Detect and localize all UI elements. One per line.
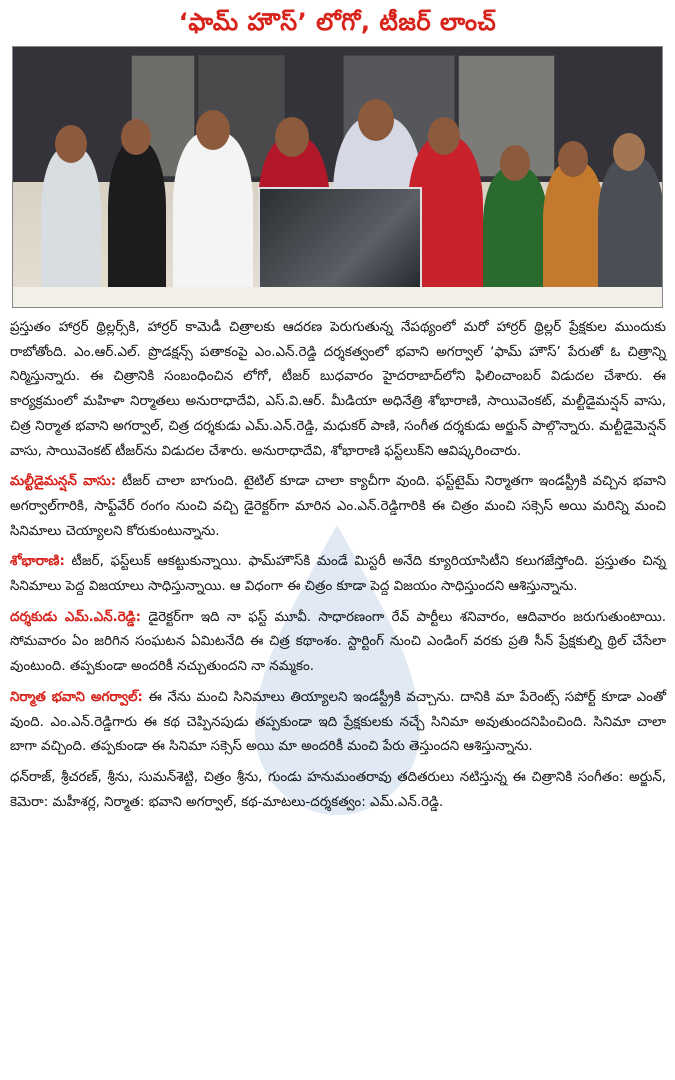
quote-paragraph (10, 550, 666, 599)
paragraph-text: ప్రస్తుతం హార్రర్ థ్రిల్లర్స్‌కి, హార్రర్ కామెడీ చిత్రాలకు ఆదరణ పెరుగుతున్న నేపథ్యంలో మరో హార్రర్ థ్రిల్లర్ ప్రేక్షకుల ముందుకు రాబోతోంది. ఎం.ఆర్.ఎల్. ప్రొడక్షన్స్ పతాకంపై ఎం.ఎన్.రెడ్డి దర్శకత్వంలో భవాని అగర్వాల్ ‘ఫామ్ హౌస్’ పేరుతో ఓ చిత్రాన్ని నిర్మిస్తున్నారు. ఈ చిత్రానికి సంబంధించిన లోగో, టీజర్ బుధవారం హైదరాబాద్‌లోని ఫిలించాంబర్ విడుదల చేశారు. ఈ కార్యక్రమంలో మహిళా నిర్మాతలు అనురాధాదేవి, ఎస్.వి.ఆర్. మీడియా అధినేత్రి శోభారాణి, సాయివెంకట్, మల్టీడైమన్షన్ వాసు, చిత్ర నిర్మాత భవాని అగర్వాల్, చిత్ర దర్శకుడు ఎమ్.ఎన్.రెడ్డి, మధుకర్ పాణి, సంగీత దర్శకుడు అర్జున్ పాల్గొన్నారు. మల్టీడైమెన్షన్ వాసు, సాయివెంకట్ టీజర్‌ను విడుదల చేశారు. అనురాధాదేవి, శోభారాణి ఫస్ట్‌లుక్‌ని ఆవిష్కరించారు. (10, 320, 666, 459)
paragraph-text: టీజర్, ఫస్ట్‌లుక్ ఆకట్టుకున్నాయి. ఫామ్‌హౌస్‌కి మండే మిస్టరీ అనేది క్యూరియాసిటీని కలుగజేస్తోంది. ప్రస్తుతం చిన్న సినిమాలు పెద్ద విజయాలు సాధిస్తున్నాయి. ఆ విధంగా ఈ చిత్రం కూడా పెద్ద విజయం సాధిస్తుందని ఆశిస్తున్నాను. (10, 554, 666, 595)
event-photo (12, 46, 663, 308)
paragraph-text: ఈ నేను మంచి సినిమాలు తియ్యాలని ఇండస్ట్రీకి వచ్చాను. దానికి మా పేరెంట్స్ సపోర్ట్ కూడా ఎంతో వుంది. ఎం.ఎన్.రెడ్డిగారు ఈ కథ చెప్పినపుడు తప్పకుండా ఇది ప్రేక్షకులకు నచ్చే సినిమా అవుతుందనిపించింది. సినిమా చాలా బాగా వచ్చింది. తప్పకుండా ఈ సినిమా సక్సెస్ అయి మా అందరికీ మంచి పేరు తెస్తుందని ఆశిస్తున్నాను. (10, 689, 667, 755)
speaker-name: శోభారాణి: (10, 554, 65, 570)
article-title: ‘ఫామ్ హౌస్’ లోగో, టీజర్ లాంచ్ (178, 8, 497, 36)
speaker-name: నిర్మాత భవాని అగర్వాల్: (10, 689, 143, 705)
speaker-name: దర్శకుడు ఎమ్.ఎన్.రెడ్డి: (10, 609, 141, 625)
quote-paragraph (10, 470, 666, 544)
paragraph-text: ధన్‌రాజ్, శ్రీచరణ్, శ్రీను, సుమన్‌శెట్టి, చిత్రం శ్రీను, గుండు హనుమంతరావు తదితరులు నటిస్తున్న ఈ చిత్రానికి సంగీతం: అర్జున్, కెమెరా: మహీశర్ల, నిర్మాత: భవాని అగర్వాల్, కథ-మాటలు-దర్శకత్వం: ఎమ్.ఎన్.రెడ్డి. (10, 769, 666, 810)
paragraph-text: టీజర్ చాలా బాగుంది. టైటిల్ కూడా చాలా క్యాచీగా వుంది. ఫస్ట్‌టైమ్ నిర్మాతగా ఇండస్ట్రీకి వచ్చిన భవాని అగర్వాల్‌గారికి, సాఫ్ట్‌వేర్ రంగం నుంచి వచ్చి డైరెక్టర్‌గా మారిన ఎం.ఎన్.రెడ్డిగారికి ఈ చిత్రం మంచి సక్సెస్ అయి మరిన్ని మంచి సినిమాలు చెయ్యాలని కోరుకుంటున్నాను. (10, 474, 666, 539)
quote-paragraph (10, 686, 666, 760)
speaker-name: మల్టీడైమన్షన్ వాసు: (10, 474, 117, 490)
article-body (10, 316, 666, 821)
credits-paragraph (10, 766, 666, 815)
quote-paragraph (10, 606, 666, 680)
intro-paragraph (10, 316, 666, 464)
paragraph-text: డైరెక్టర్‌గా ఇది నా ఫస్ట్ మూవీ. సాధారణంగా రేవ్ పార్టీలు శనివారం, ఆదివారం జరుగుతుంటాయి. సోమవారం ఏం జరిగిన సంఘటన ఏమిటనేది ఈ చిత్ర కథాంశం. స్టార్టింగ్ నుంచి ఎండింగ్ వరకు ప్రతి సీన్ ప్రేక్షకుల్ని థ్రిల్ చేసేలా వుంటుంది. తప్పకుండా అందరికీ నచ్చుతుందని నా నమ్మకం. (10, 609, 666, 675)
